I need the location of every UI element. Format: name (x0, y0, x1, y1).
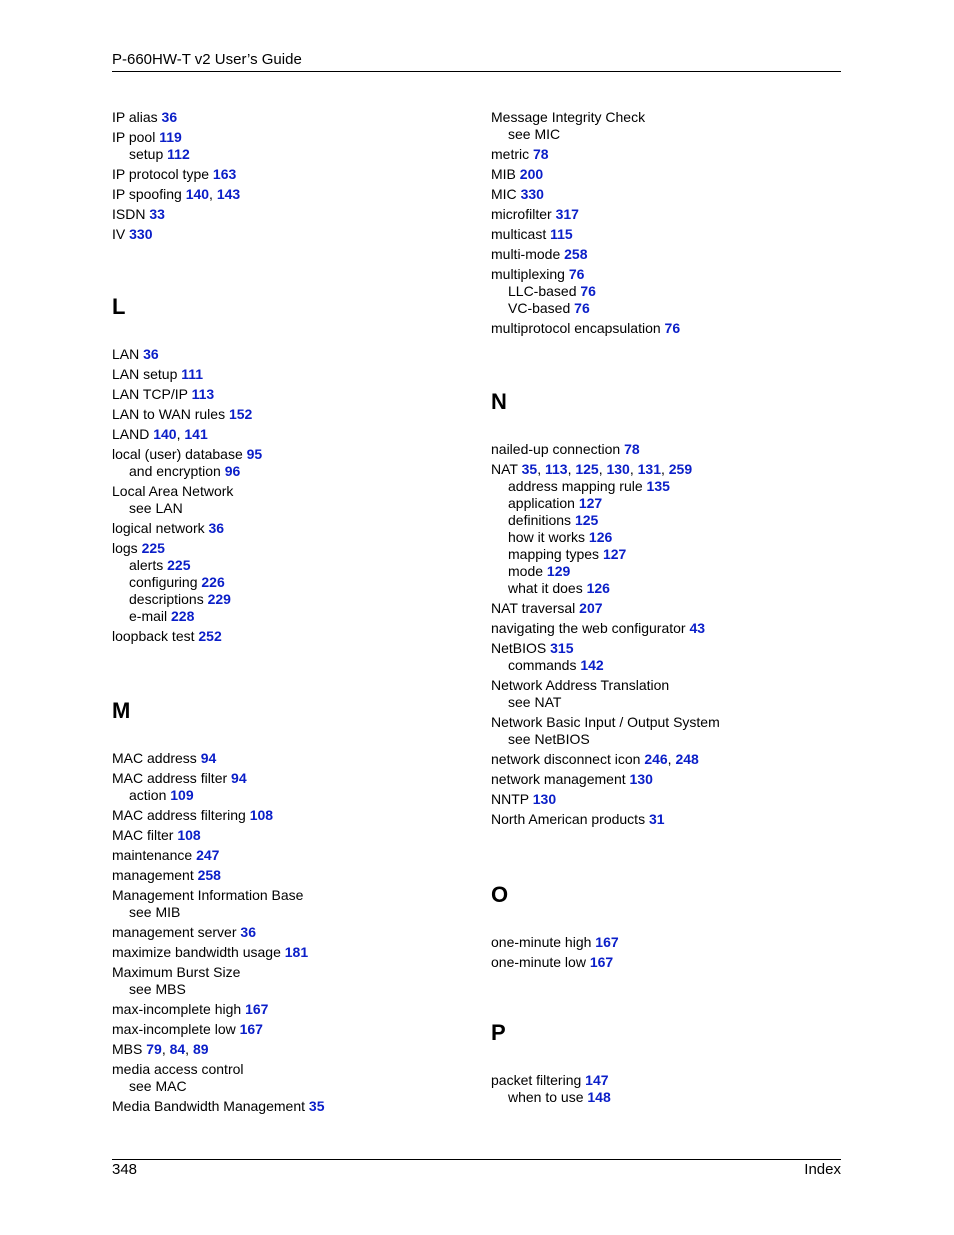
footer-rule (112, 1159, 841, 1160)
index-entry (112, 943, 308, 961)
page-reference-link[interactable]: 108 (249, 807, 274, 823)
page-reference-link[interactable]: 330 (520, 186, 544, 202)
index-entry (491, 639, 574, 657)
index-entry: network disconnect icon 246, 248 (491, 751, 699, 767)
footer-section-name: Index (804, 1161, 841, 1178)
page-reference-link[interactable]: 36 (240, 924, 256, 940)
index-term: commands (508, 657, 581, 673)
index-entry (491, 713, 720, 731)
index-term: action (129, 787, 171, 803)
page-reference-link[interactable]: 112 (167, 146, 190, 162)
page-reference-link[interactable]: 111 (181, 366, 204, 382)
index-term: maintenance (112, 847, 197, 863)
index-term: see LAN (129, 500, 183, 516)
page-reference-link[interactable]: 140 (185, 186, 210, 202)
index-term: Maximum Burst Size (112, 964, 241, 980)
index-term: IP protocol type (112, 166, 213, 182)
page-reference-link[interactable]: 96 (224, 463, 241, 479)
page-reference-link[interactable]: 140 (153, 426, 177, 442)
index-term: max-incomplete low (112, 1021, 240, 1037)
index-entry (112, 866, 221, 884)
section-letter-n: N (491, 389, 507, 414)
page-reference-link[interactable]: 225 (167, 557, 191, 573)
index-entry (112, 963, 240, 981)
page-reference-link[interactable]: 163 (212, 166, 237, 182)
index-subentry (508, 1088, 611, 1106)
index-subentry (129, 145, 190, 163)
index-entry (112, 519, 224, 537)
index-entry: NAT 35, 113, 125, 130, 131, 259 (491, 461, 693, 477)
page-reference-link[interactable]: 143 (216, 186, 241, 202)
page-reference-link[interactable]: 94 (200, 750, 217, 766)
index-entry (491, 440, 640, 458)
page-reference-link[interactable]: 126 (586, 580, 610, 596)
index-subentry (508, 299, 590, 317)
index-entry (491, 245, 588, 263)
index-entry (491, 953, 613, 971)
index-entry (491, 145, 549, 163)
index-term: mapping types (508, 546, 603, 562)
index-subentry (508, 579, 610, 597)
section-letter-m: M (112, 698, 131, 723)
page-reference-link[interactable]: 315 (550, 640, 574, 656)
index-entry: IP spoofing 140, 143 (112, 186, 241, 202)
page-reference-link[interactable]: 35 (521, 461, 538, 477)
section-letter-o: O (491, 882, 509, 907)
page-reference-link[interactable]: 131 (637, 461, 661, 477)
index-subentry (508, 545, 626, 563)
page-reference-link[interactable]: 108 (177, 827, 201, 843)
section-letter-l: L (112, 294, 126, 319)
index-term: one-minute high (491, 934, 596, 950)
index-entry (112, 1060, 244, 1078)
index-term: LAN TCP/IP (112, 386, 192, 402)
index-subentry (508, 656, 604, 674)
index-subentry (508, 730, 590, 748)
index-entry (491, 619, 705, 637)
page-reference-link[interactable]: 317 (555, 206, 579, 222)
index-entry (112, 923, 256, 941)
index-entry (112, 1020, 263, 1038)
page-reference-link[interactable]: 252 (198, 628, 222, 644)
index-term: packet filtering (491, 1072, 586, 1088)
index-entry (112, 769, 247, 787)
index-entry (491, 319, 680, 337)
index-term: metric (491, 146, 533, 162)
page-reference-link[interactable]: 76 (568, 266, 585, 282)
index-term: NNTP (491, 791, 533, 807)
index-entry (112, 128, 182, 146)
page-reference-link[interactable]: 89 (192, 1041, 209, 1057)
page-reference-link[interactable]: 228 (171, 608, 195, 624)
page-reference-link[interactable]: 36 (161, 109, 178, 125)
index-term: management server (112, 924, 241, 940)
index-entry (112, 385, 214, 403)
page-reference-link[interactable]: 43 (689, 620, 706, 636)
index-term: MAC filter (112, 827, 178, 843)
index-subentry (508, 282, 596, 300)
page-reference-link[interactable]: 229 (207, 591, 231, 607)
page-reference-link[interactable]: 84 (169, 1041, 186, 1057)
page-reference-link[interactable]: 167 (239, 1021, 263, 1037)
index-term: application (508, 495, 579, 511)
index-term: see MAC (129, 1078, 187, 1094)
page-reference-link[interactable]: 129 (546, 563, 571, 579)
index-entry (491, 265, 584, 283)
index-entry (112, 806, 273, 824)
index-term: MAC address filter (112, 770, 232, 786)
page-reference-link[interactable]: 141 (184, 426, 208, 442)
index-term: IP spoofing (112, 186, 186, 202)
index-entry (491, 770, 653, 788)
page-reference-link[interactable]: 125 (574, 512, 599, 528)
page-reference-link[interactable]: 246 (644, 751, 668, 767)
index-term: multi-mode (491, 246, 565, 262)
index-term: VC-based (508, 300, 575, 316)
section-letter-p: P (491, 1020, 506, 1045)
page-reference-link[interactable]: 148 (587, 1089, 611, 1105)
index-entry (491, 933, 619, 951)
page-reference-link[interactable]: 127 (602, 546, 627, 562)
index-term: logical network (112, 520, 209, 536)
index-term: what it does (508, 580, 587, 596)
index-subentry (508, 125, 560, 143)
index-term: ISDN (112, 206, 150, 222)
index-entry (112, 846, 219, 864)
index-subentry (129, 980, 186, 998)
index-term: how it works (508, 529, 589, 545)
index-term: IP pool (112, 129, 160, 145)
page-reference-link[interactable]: 181 (284, 944, 309, 960)
index-subentry (508, 562, 570, 580)
index-term: logs (112, 540, 142, 556)
page-reference-link[interactable]: 76 (574, 300, 590, 316)
page-reference-link[interactable]: 125 (575, 461, 599, 477)
page-reference-link[interactable]: 225 (141, 540, 165, 556)
index-term: see MBS (129, 981, 186, 997)
index-term: network management (491, 771, 630, 787)
index-entry (491, 676, 669, 694)
page-reference-link[interactable]: 79 (146, 1041, 162, 1057)
page-reference-link[interactable]: 247 (196, 847, 220, 863)
index-term: NAT (491, 461, 522, 477)
index-entry (112, 365, 203, 383)
page-reference-link[interactable]: 119 (159, 129, 182, 145)
index-term: navigating the web configurator (491, 620, 690, 636)
index-subentry (129, 590, 231, 608)
index-entry (112, 1097, 324, 1115)
index-term: configuring (129, 574, 202, 590)
page-reference-link[interactable]: 78 (533, 146, 549, 162)
index-term: and encryption (129, 463, 225, 479)
index-subentry (508, 477, 670, 495)
index-entry (112, 345, 159, 363)
page-reference-link[interactable]: 167 (589, 954, 614, 970)
index-subentry (129, 573, 225, 591)
page-reference-link[interactable]: 259 (668, 461, 693, 477)
index-subentry (129, 1077, 187, 1095)
page-reference-link[interactable]: 167 (245, 1001, 269, 1017)
index-entry (491, 108, 645, 126)
index-term: multiplexing (491, 266, 569, 282)
index-entry (491, 225, 573, 243)
index-term: microfilter (491, 206, 556, 222)
page-reference-link[interactable]: 78 (624, 441, 640, 457)
index-entry (491, 790, 556, 808)
index-term: Media Bandwidth Management (112, 1098, 309, 1114)
index-term: multicast (491, 226, 551, 242)
page-reference-link[interactable]: 200 (519, 166, 544, 182)
index-term: IV (112, 226, 130, 242)
index-term: MIC (491, 186, 521, 202)
page-reference-link[interactable]: 115 (550, 226, 573, 242)
index-term: setup (129, 146, 168, 162)
page-reference-link[interactable]: 147 (585, 1072, 609, 1088)
running-header-title: P-660HW-T v2 User’s Guide (112, 51, 302, 68)
index-entry (112, 1000, 268, 1018)
index-term: see MIB (129, 904, 181, 920)
index-term: mode (508, 563, 547, 579)
index-subentry (129, 499, 183, 517)
index-entry (112, 405, 252, 423)
page-reference-link[interactable]: 226 (201, 574, 225, 590)
page-reference-link[interactable]: 76 (580, 283, 596, 299)
index-term: LAN to WAN rules (112, 406, 229, 422)
page-reference-link[interactable]: 36 (143, 346, 159, 362)
index-subentry (129, 786, 194, 804)
index-entry: LAND 140, 141 (112, 426, 208, 442)
index-subentry (129, 903, 180, 921)
page-reference-link[interactable]: 142 (580, 657, 604, 673)
index-term: NetBIOS (491, 640, 551, 656)
page-reference-link[interactable]: 248 (675, 751, 699, 767)
index-term: nailed-up connection (491, 441, 625, 457)
index-term: Management Information Base (112, 887, 304, 903)
index-entry (491, 165, 543, 183)
page-reference-link[interactable]: 31 (648, 811, 665, 827)
index-term: alerts (129, 557, 168, 573)
page-reference-link[interactable]: 135 (646, 478, 670, 494)
index-entry (112, 205, 165, 223)
page-reference-link[interactable]: 258 (564, 246, 588, 262)
index-subentry (129, 556, 190, 574)
index-term: max-incomplete high (112, 1001, 246, 1017)
index-term: LAN (112, 346, 144, 362)
page-reference-link[interactable]: 167 (595, 934, 619, 950)
index-term: address mapping rule (508, 478, 647, 494)
index-entry (112, 108, 177, 126)
index-term: see NetBIOS (508, 731, 590, 747)
header-rule (112, 71, 841, 72)
index-subentry (508, 494, 602, 512)
index-entry (112, 165, 236, 183)
index-entry (112, 826, 201, 844)
index-term: MAC address (112, 750, 201, 766)
page-reference-link[interactable]: 126 (588, 529, 613, 545)
page-reference-link[interactable]: 130 (532, 791, 557, 807)
index-term: LAND (112, 426, 154, 442)
index-subentry (508, 528, 612, 546)
index-subentry (508, 693, 561, 711)
page-reference-link[interactable]: 94 (231, 770, 247, 786)
page-reference-link[interactable]: 76 (664, 320, 681, 336)
index-entry (112, 539, 165, 557)
index-term: Local Area Network (112, 483, 234, 499)
index-term: MBS (112, 1041, 147, 1057)
page-reference-link[interactable]: 33 (149, 206, 165, 222)
index-term: LLC-based (508, 283, 581, 299)
index-entry (112, 445, 262, 463)
page-reference-link[interactable]: 113 (544, 461, 568, 477)
index-entry (491, 205, 579, 223)
index-term: MIB (491, 166, 520, 182)
page-reference-link[interactable]: 95 (246, 446, 263, 462)
index-subentry (508, 511, 598, 529)
index-term: descriptions (129, 591, 208, 607)
index-term: multiprotocol encapsulation (491, 320, 665, 336)
index-entry (112, 627, 222, 645)
index-subentry (129, 607, 194, 625)
index-term: see MIC (508, 126, 561, 142)
index-term: maximize bandwidth usage (112, 944, 285, 960)
page-reference-link[interactable]: 109 (170, 787, 194, 803)
index-term: MAC address filtering (112, 807, 250, 823)
page-reference-link[interactable]: 258 (197, 867, 221, 883)
index-entry (112, 225, 152, 243)
page-reference-link[interactable]: 127 (578, 495, 603, 511)
index-term: Network Basic Input / Output System (491, 714, 720, 730)
index-term: Network Address Translation (491, 677, 670, 693)
index-entry (491, 810, 665, 828)
index-term: LAN setup (112, 366, 182, 382)
index-entry (112, 886, 303, 904)
index-term: IP alias (112, 109, 162, 125)
page-reference-link[interactable]: 113 (191, 386, 215, 402)
index-term: network disconnect icon (491, 751, 645, 767)
index-term: one-minute low (491, 954, 590, 970)
index-entry (112, 482, 233, 500)
page-reference-link[interactable]: 36 (208, 520, 225, 536)
index-term: North American products (491, 811, 649, 827)
index-entry (491, 185, 544, 203)
index-entry (491, 1071, 609, 1089)
index-term: e-mail (129, 608, 172, 624)
index-term: management (112, 867, 198, 883)
index-term: definitions (508, 512, 575, 528)
index-entry (112, 749, 216, 767)
index-term: Message Integrity Check (491, 109, 646, 125)
index-term: see NAT (508, 694, 562, 710)
page-number: 348 (112, 1161, 138, 1178)
page-reference-link[interactable]: 330 (129, 226, 153, 242)
index-entry: MBS 79, 84, 89 (112, 1041, 209, 1057)
index-entry (491, 599, 603, 617)
index-term: NAT traversal (491, 600, 580, 616)
page-reference-link[interactable]: 130 (606, 461, 630, 477)
page-reference-link[interactable]: 35 (308, 1098, 325, 1114)
page-reference-link[interactable]: 207 (579, 600, 603, 616)
page-reference-link[interactable]: 152 (228, 406, 253, 422)
index-term: media access control (112, 1061, 244, 1077)
index-term: local (user) database (112, 446, 247, 462)
index-term: loopback test (112, 628, 199, 644)
page-reference-link[interactable]: 130 (629, 771, 653, 787)
index-term: when to use (508, 1089, 588, 1105)
index-subentry (129, 462, 240, 480)
